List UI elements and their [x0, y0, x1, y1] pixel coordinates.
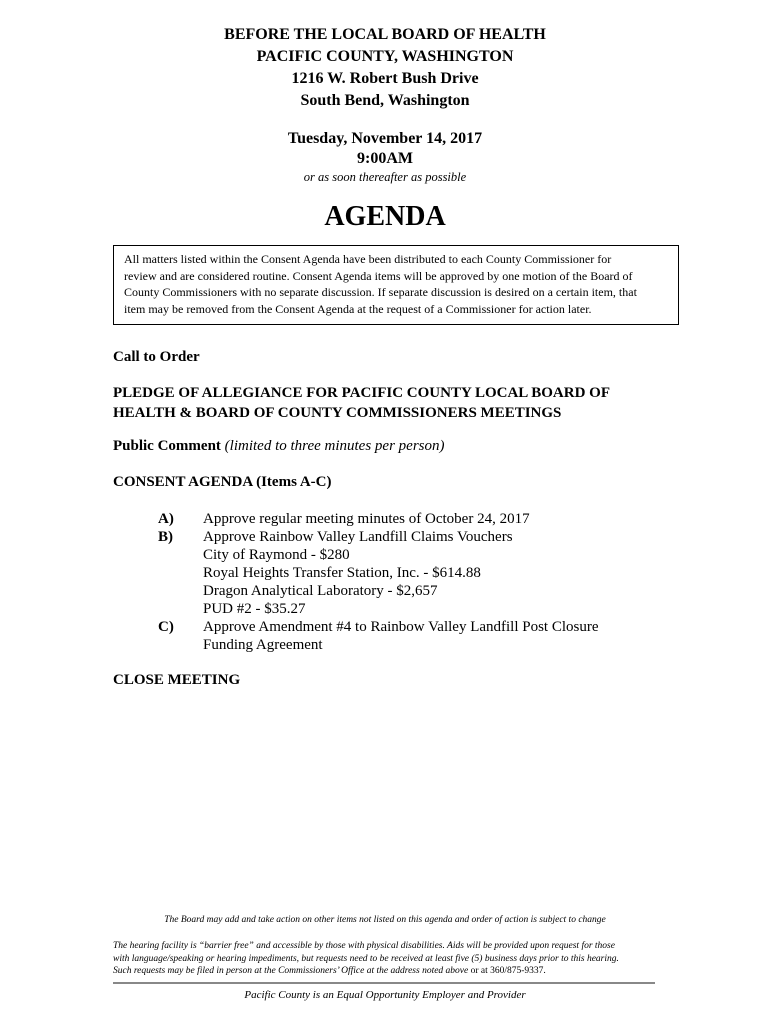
hearing-note-phone: or at 360/875-9337.: [468, 966, 546, 976]
meeting-date: Tuesday, November 14, 2017: [287, 130, 483, 147]
board-action-note: The Board may add and take action on other items not listed on this agenda and order of action is subject to change: [164, 915, 606, 925]
header-line-street: 1216 W. Robert Bush Drive: [291, 70, 479, 87]
header-line-board: BEFORE THE LOCAL BOARD OF HEALTH: [224, 26, 546, 43]
hearing-note-line: [113, 965, 673, 978]
item-letter: A): [158, 511, 174, 527]
public-comment-label: Public Comment: [113, 438, 221, 454]
hearing-accessibility-note: [113, 940, 673, 978]
document-header: [0, 24, 770, 112]
consent-notice-line: review and are considered routine. Consent Agenda items will be approved by one motion of the Board of: [124, 268, 633, 283]
meeting-time-note: or as soon thereafter as possible: [303, 170, 467, 184]
voucher-line: Royal Heights Transfer Station, Inc. - $614.88: [203, 565, 481, 581]
item-letter: C): [158, 619, 174, 635]
consent-notice-line: County Commissioners with no separate discussion. If separate discussion is desired on a certain item, that: [124, 285, 637, 299]
pledge-heading-line: HEALTH & BOARD OF COUNTY COMMISSIONERS MEETINGS: [113, 405, 562, 421]
consent-agenda-heading: CONSENT AGENDA (Items A-C): [113, 474, 332, 490]
header-line-county: PACIFIC COUNTY, WASHINGTON: [256, 48, 514, 65]
public-comment-note: (limited to three minutes per person): [224, 438, 445, 454]
hearing-note-text: Such requests may be filed in person at the Commissioners’ Office at the address noted above: [113, 966, 469, 976]
public-comment-heading: [113, 436, 445, 456]
equal-opportunity-statement: Pacific County is an Equal Opportunity Employer and Provider: [244, 989, 526, 1001]
item-letter: B): [158, 529, 173, 545]
consent-notice-line: item may be removed from the Consent Agenda at the request of a Commissioner for action later.: [124, 301, 592, 316]
item-text-continued: Funding Agreement: [203, 637, 323, 653]
close-meeting-heading: CLOSE MEETING: [113, 672, 241, 688]
voucher-line: PUD #2 - $35.27: [203, 601, 306, 617]
consent-notice-line: All matters listed within the Consent Agenda have been distributed to each County Commissioner for: [124, 252, 612, 266]
hearing-note-line: The hearing facility is “barrier free” and accessible by those with physical disabilities. Aids will be provided upon request for those: [113, 941, 615, 951]
voucher-line: Dragon Analytical Laboratory - $2,657: [203, 583, 438, 599]
call-to-order-heading: Call to Order: [113, 349, 200, 365]
meeting-time: 9:00AM: [357, 150, 413, 167]
item-text: Approve Rainbow Valley Landfill Claims Vouchers: [203, 529, 513, 545]
item-text: Approve Amendment #4 to Rainbow Valley Landfill Post Closure: [203, 619, 599, 635]
header-line-city: South Bend, Washington: [300, 92, 470, 109]
pledge-heading: [113, 383, 610, 423]
pledge-heading-line: PLEDGE OF ALLEGIANCE FOR PACIFIC COUNTY LOCAL BOARD OF: [113, 385, 610, 401]
footer-divider: [113, 982, 655, 984]
item-text: Approve regular meeting minutes of October 24, 2017: [203, 511, 530, 527]
voucher-line: City of Raymond - $280: [203, 547, 350, 563]
meeting-info: [0, 129, 770, 185]
consent-notice-box: [113, 245, 679, 325]
hearing-note-line: with language/speaking or hearing impediments, but requests need to be received at least five (5) business days prior to this hearing.: [113, 953, 619, 964]
agenda-title: AGENDA: [324, 201, 446, 232]
